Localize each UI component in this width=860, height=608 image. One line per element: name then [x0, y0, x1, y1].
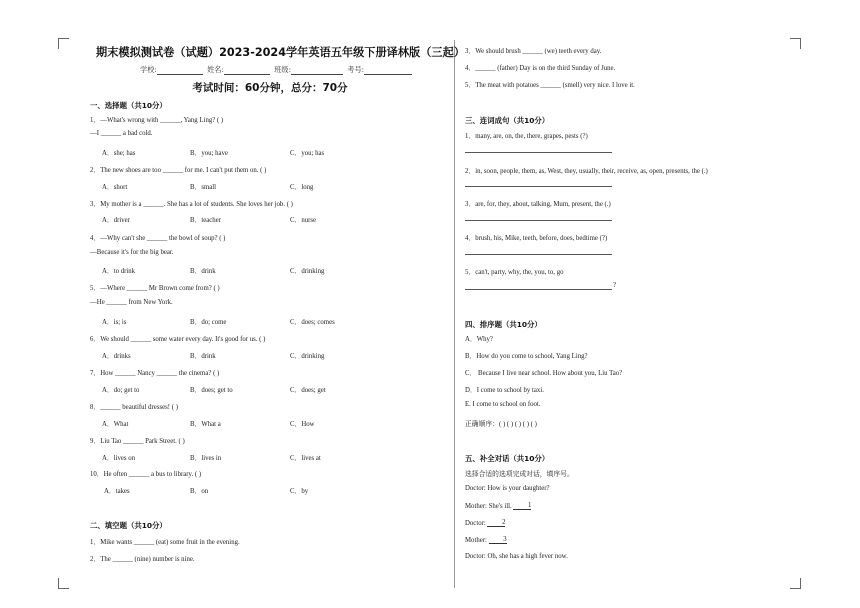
- q6-option-a[interactable]: A．drinks: [102, 353, 131, 360]
- q8-option-b[interactable]: B．What a: [190, 421, 221, 428]
- q2-option-c[interactable]: C．long: [290, 184, 314, 191]
- q7-option-b[interactable]: B．does; get to: [190, 387, 233, 394]
- q4-option-b[interactable]: B．drink: [190, 268, 216, 275]
- crop-mark-top-left: [58, 38, 69, 49]
- q1-option-a[interactable]: A．she; has: [102, 150, 136, 157]
- section5-heading: 五、补全对话（共10分）: [465, 454, 550, 463]
- order-item-e: E. I come to school on foot.: [465, 401, 541, 408]
- q10-option-b[interactable]: B．on: [190, 488, 209, 495]
- sentence-q1-answer-line[interactable]: [465, 152, 612, 153]
- sentence-q4-answer-line[interactable]: [465, 254, 612, 255]
- dialogue-line-3-text: Doctor:: [465, 520, 486, 527]
- section2-heading: 二、填空题（共10分）: [90, 521, 167, 530]
- dialogue-line-2: [465, 502, 531, 510]
- order-item-b: B．How do you come to school, Yang Ling?: [465, 353, 588, 360]
- crop-mark-bottom-left: [58, 578, 69, 589]
- dialogue-intro: 选择合适的选项完成对话，填序号。: [465, 471, 574, 478]
- q1-option-c[interactable]: C．you; has: [290, 150, 325, 157]
- q5-stem2: —He ______ from New York.: [90, 299, 173, 306]
- sentence-q4: 4．brush, his, Mike, teeth, before, does, bedtime (?): [465, 235, 608, 242]
- dialogue-blank-3[interactable]: 3: [489, 536, 507, 544]
- q1-stem: 1．—What's wrong with ______, Yang Ling? ( ): [90, 117, 224, 124]
- q7-option-a[interactable]: A．do; get to: [102, 387, 140, 394]
- sentence-q5-end-mark: ?: [613, 282, 617, 289]
- exam-no-field[interactable]: [364, 67, 412, 75]
- q8-option-a[interactable]: A．What: [102, 421, 129, 428]
- student-info-line: [140, 65, 414, 75]
- q5-option-b[interactable]: B．do; come: [190, 319, 227, 326]
- q8-option-c[interactable]: C．How: [290, 421, 315, 428]
- section1-heading: 一、选择题（共10分）: [90, 101, 167, 110]
- dialogue-line-4: [465, 536, 507, 544]
- sentence-q5: 5．can't, party, why, the, you, to, go: [465, 269, 564, 276]
- q4-option-c[interactable]: C．drinking: [290, 268, 325, 275]
- q5-option-c[interactable]: C．does; comes: [290, 319, 335, 326]
- dialogue-line-2-text: Mother: She's ill.: [465, 503, 512, 510]
- exam-time: 考试时间：60分钟，总分：70分: [192, 82, 348, 94]
- name-label: 姓名:: [207, 65, 224, 74]
- fill-q5: 5．The meat with potatoes ______ (smell) very nice. I love it.: [465, 82, 635, 89]
- dialogue-blank-2[interactable]: 2: [487, 519, 505, 527]
- dialogue-line-1: Doctor: How is your daughter?: [465, 485, 550, 492]
- q8-stem: 8．______ beautiful dresses! ( ): [90, 404, 178, 411]
- q9-option-a[interactable]: A．lives on: [102, 455, 136, 462]
- q3-stem: 3．My mother is a ______. She has a lot of students. She loves her job. ( ): [90, 201, 293, 208]
- page-fold-divider: [454, 40, 455, 588]
- order-item-c: C． Because I live near school. How about you, Liu Tao?: [465, 370, 623, 377]
- q3-option-a[interactable]: A．driver: [102, 217, 130, 224]
- q10-stem: 10．He often ______ a bus to library. ( ): [90, 471, 202, 478]
- fill-q2: 2．The ______ (nine) number is nine.: [90, 556, 195, 563]
- exam-title: 期末模拟测试卷（试题）2023-2024学年英语五年级下册译林版（三起）: [96, 46, 465, 59]
- fill-q4: 4．______ (father) Day is on the third Sunday of June.: [465, 65, 616, 72]
- dialogue-line-5: Doctor: Oh, she has a high fever now.: [465, 553, 568, 560]
- class-label: 班级:: [274, 65, 291, 74]
- q4-stem2: —Because it's for the big bear.: [90, 249, 174, 256]
- q5-option-a[interactable]: A．is; is: [102, 319, 127, 326]
- sentence-q2-answer-line[interactable]: [465, 186, 612, 187]
- sentence-q2: 2．in, soon, people, them, as, West, they, usually, their, receive, as, open, presents, the (.): [465, 168, 708, 175]
- q9-stem: 9．Liu Tao ______ Park Street. ( ): [90, 438, 185, 445]
- q7-option-c[interactable]: C．does; get: [290, 387, 326, 394]
- exam-no-label: 考号:: [347, 65, 365, 74]
- q1-option-b[interactable]: B．you; have: [190, 150, 228, 157]
- fill-q3: 3．We should brush ______ (we) teeth every day.: [465, 48, 602, 55]
- q7-stem: 7．How ______ Nancy ______ the cinema? ( ): [90, 370, 220, 377]
- dialogue-blank-1[interactable]: 1: [513, 502, 531, 510]
- q10-option-c[interactable]: C．by: [290, 488, 309, 495]
- sentence-q1: 1．many, are, on, the, there, grapes, pests (?): [465, 133, 588, 140]
- q1-stem2: —I ______ a bad cold.: [90, 130, 153, 137]
- crop-mark-bottom-right: [790, 578, 801, 589]
- sentence-q3: 3．are, for, they, about, talking, Mum, present, the (.): [465, 201, 611, 208]
- q3-option-b[interactable]: B．teacher: [190, 217, 221, 224]
- q3-option-c[interactable]: C．nurse: [290, 217, 317, 224]
- dialogue-line-3: [465, 519, 505, 527]
- q5-stem: 5．—Where ______ Mr Brown come from? ( ): [90, 285, 220, 292]
- q2-option-a[interactable]: A．short: [102, 184, 128, 191]
- school-label: 学校:: [140, 65, 157, 74]
- q6-option-c[interactable]: C．drinking: [290, 353, 325, 360]
- school-field[interactable]: [157, 67, 203, 75]
- class-field[interactable]: [291, 67, 343, 75]
- fill-q1: 1．Mike wants ______ (eat) some fruit in the evening.: [90, 539, 240, 546]
- q6-option-b[interactable]: B．drink: [190, 353, 216, 360]
- q2-option-b[interactable]: B．small: [190, 184, 217, 191]
- q9-option-c[interactable]: C．lives at: [290, 455, 321, 462]
- q9-option-b[interactable]: B．lives in: [190, 455, 222, 462]
- order-item-d: D．I come to school by taxi.: [465, 387, 544, 394]
- sentence-q5-answer-line[interactable]: [465, 289, 612, 290]
- q4-option-a[interactable]: A．to drink: [102, 268, 136, 275]
- sentence-q3-answer-line[interactable]: [465, 220, 612, 221]
- crop-mark-top-right: [790, 38, 801, 49]
- name-field[interactable]: [224, 67, 270, 75]
- section3-heading: 三、连词成句（共10分）: [465, 116, 550, 125]
- order-answer[interactable]: 正确顺序：( ) ( ) ( ) ( ) ( ): [465, 421, 537, 428]
- q6-stem: 6．We should ______ some water every day. It's good for us. ( ): [90, 336, 266, 343]
- dialogue-line-4-text: Mother:: [465, 537, 487, 544]
- q10-option-a[interactable]: A．takes: [104, 488, 130, 495]
- order-item-a: A．Why?: [465, 336, 493, 343]
- q2-stem: 2．The new shoes are too ______ for me. I can't put them on. ( ): [90, 167, 267, 174]
- q4-stem: 4．—Why can't she ______ the bowl of soup? ( ): [90, 235, 226, 242]
- section4-heading: 四、排序题（共10分）: [465, 320, 542, 329]
